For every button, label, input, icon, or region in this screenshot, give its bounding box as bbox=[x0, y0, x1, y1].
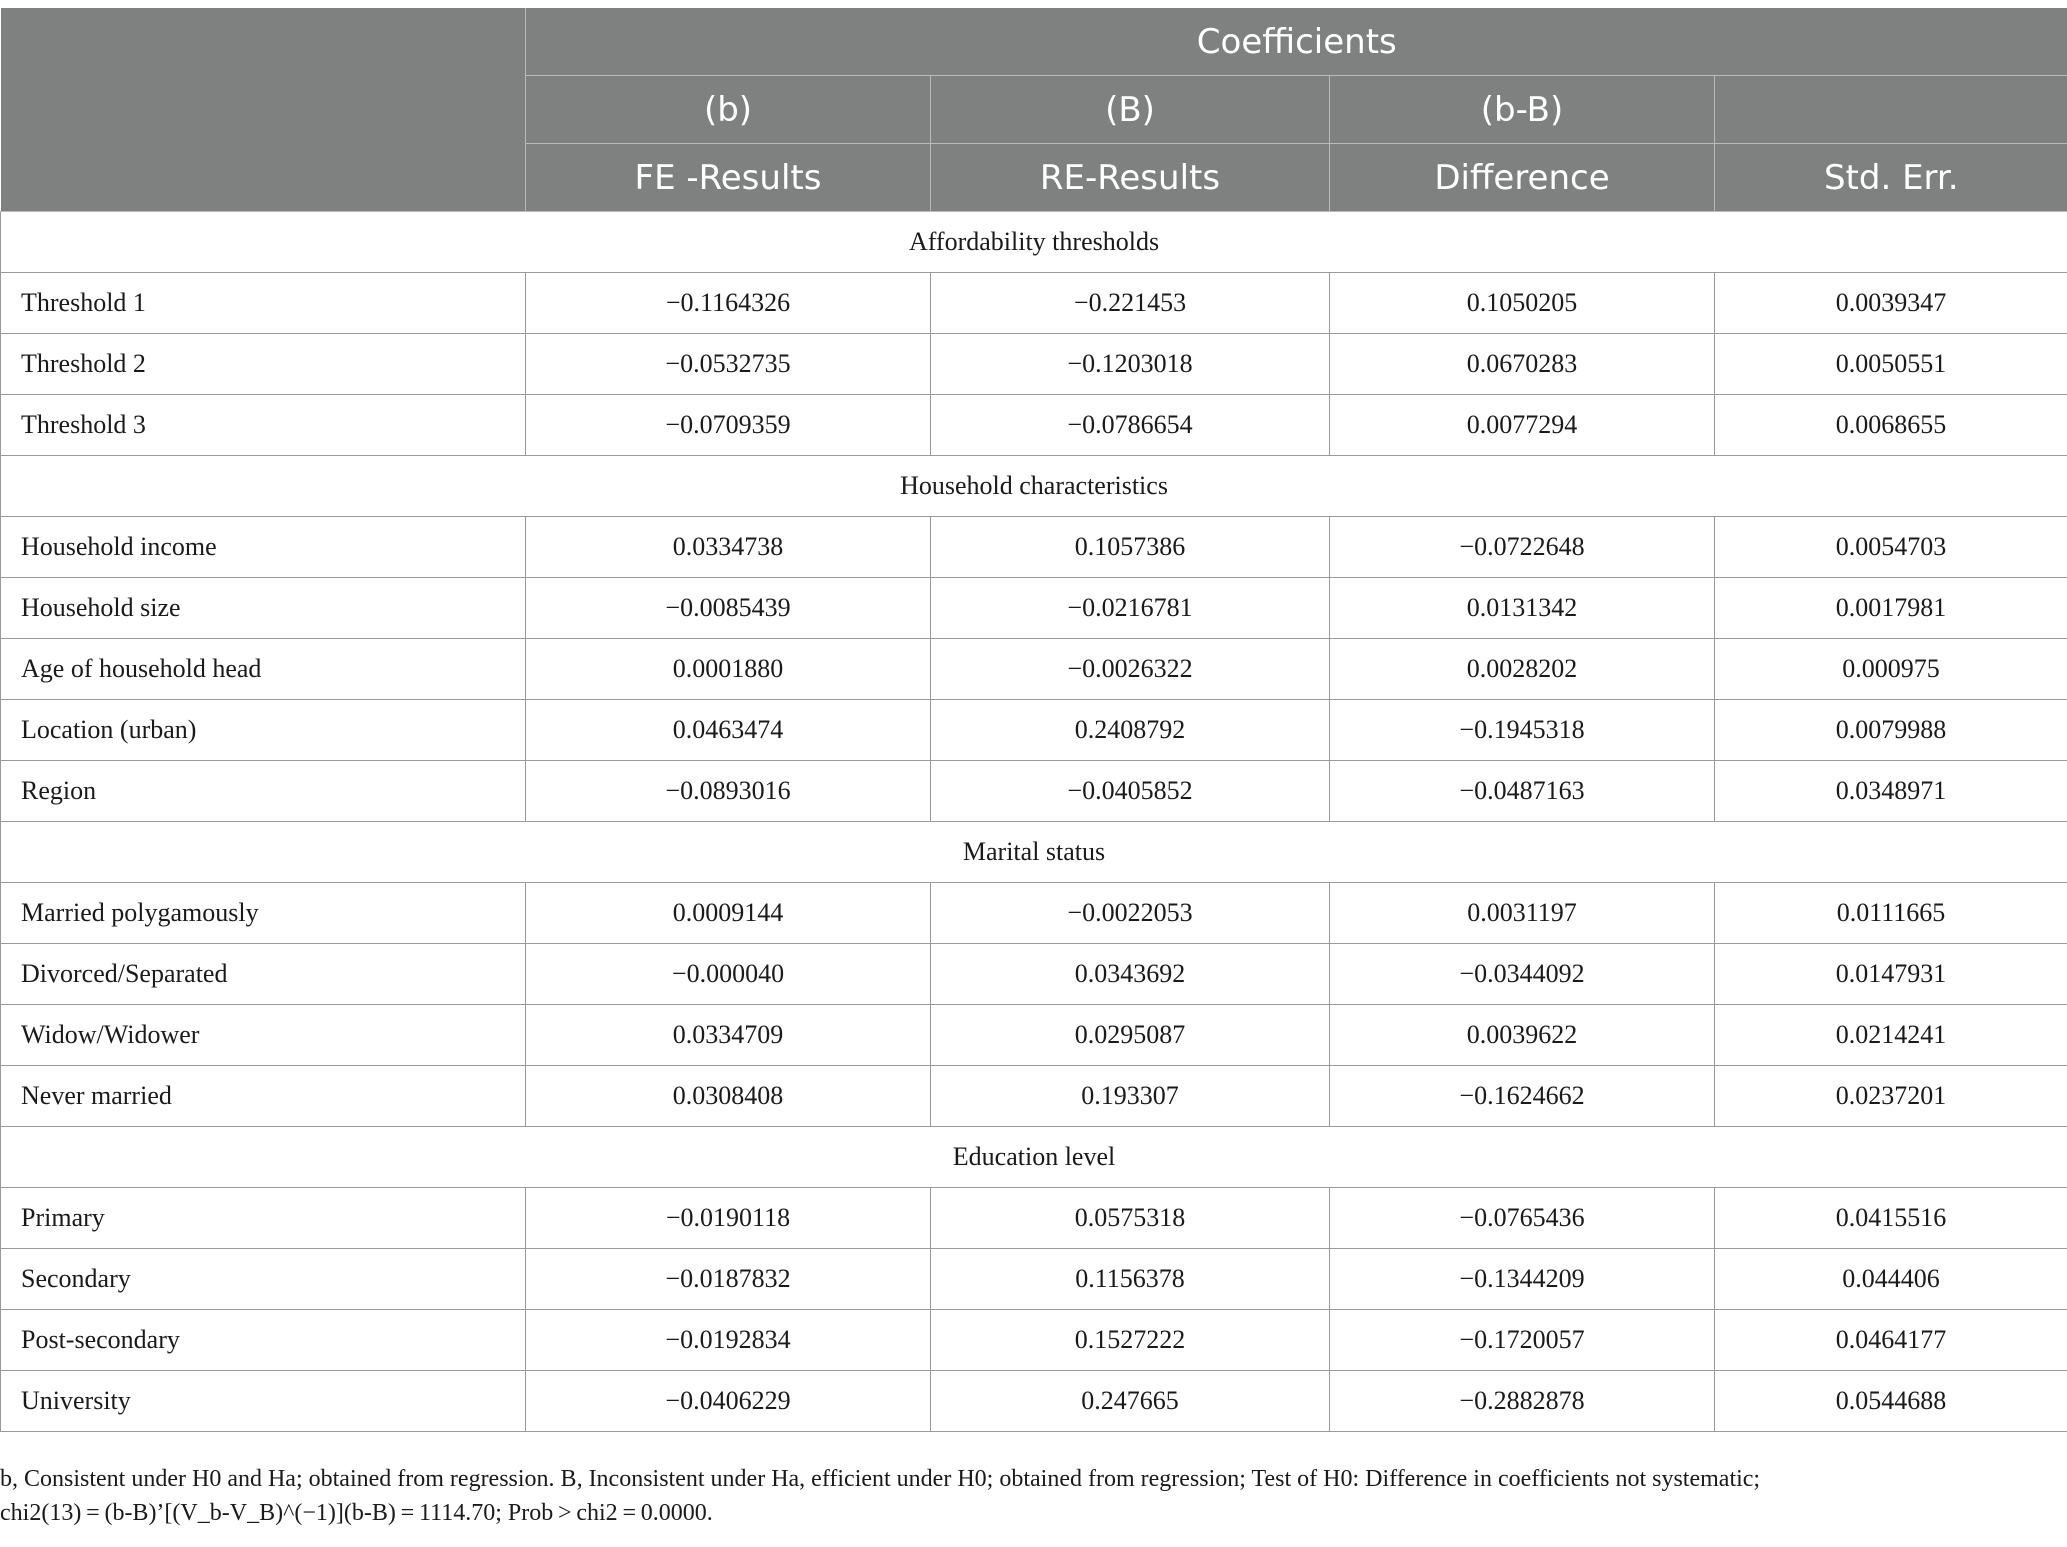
cell-diff: −0.1720057 bbox=[1330, 1310, 1715, 1371]
cell-se: 0.0214241 bbox=[1715, 1005, 2067, 1066]
cell-fe: 0.0463474 bbox=[526, 700, 931, 761]
header-symbol-se bbox=[1715, 76, 2067, 144]
cell-se: 0.0017981 bbox=[1715, 578, 2067, 639]
table-row bbox=[1, 944, 2067, 1005]
section-title: Household characteristics bbox=[1, 456, 2067, 517]
header-std-err: Std. Err. bbox=[1715, 144, 2067, 212]
row-label: Household income bbox=[1, 517, 526, 578]
row-label: Never married bbox=[1, 1066, 526, 1127]
header-difference: Difference bbox=[1330, 144, 1715, 212]
cell-se: 0.0237201 bbox=[1715, 1066, 2067, 1127]
header-symbol-b: (b) bbox=[526, 76, 931, 144]
row-label: Age of household head bbox=[1, 639, 526, 700]
row-label: Secondary bbox=[1, 1249, 526, 1310]
cell-re: 0.0295087 bbox=[931, 1005, 1330, 1066]
cell-re: 0.0343692 bbox=[931, 944, 1330, 1005]
cell-fe: −0.000040 bbox=[526, 944, 931, 1005]
section-row bbox=[1, 212, 2067, 273]
row-label: Household size bbox=[1, 578, 526, 639]
cell-diff: 0.0670283 bbox=[1330, 334, 1715, 395]
cell-fe: −0.0187832 bbox=[526, 1249, 931, 1310]
footnote-line-1: b, Consistent under H0 and Ha; obtained from regression. B, Inconsistent under Ha, efficient under H0; obtained from regression; Test of H0: Difference in coefficients not systematic; bbox=[0, 1466, 1761, 1492]
cell-re: −0.221453 bbox=[931, 273, 1330, 334]
table-header bbox=[1, 8, 2067, 212]
cell-fe: −0.1164326 bbox=[526, 273, 931, 334]
cell-diff: −0.0487163 bbox=[1330, 761, 1715, 822]
table-row bbox=[1, 1005, 2067, 1066]
cell-fe: −0.0085439 bbox=[526, 578, 931, 639]
table-row bbox=[1, 883, 2067, 944]
cell-diff: 0.0131342 bbox=[1330, 578, 1715, 639]
cell-diff: −0.1945318 bbox=[1330, 700, 1715, 761]
table-row bbox=[1, 1188, 2067, 1249]
cell-fe: −0.0532735 bbox=[526, 334, 931, 395]
cell-re: −0.1203018 bbox=[931, 334, 1330, 395]
cell-re: −0.0026322 bbox=[931, 639, 1330, 700]
footnote-line-2: chi2(13) = (b-B)’[(V_b-V_B)^(−1)](b-B) = 1114.70; Prob > chi2 = 0.0000. bbox=[0, 1500, 713, 1526]
table-row bbox=[1, 1249, 2067, 1310]
cell-se: 0.0111665 bbox=[1715, 883, 2067, 944]
cell-se: 0.0464177 bbox=[1715, 1310, 2067, 1371]
header-symbol-diff: (b-B) bbox=[1330, 76, 1715, 144]
cell-fe: 0.0334738 bbox=[526, 517, 931, 578]
row-label: Region bbox=[1, 761, 526, 822]
cell-se: 0.0348971 bbox=[1715, 761, 2067, 822]
cell-se: 0.0068655 bbox=[1715, 395, 2067, 456]
table-row bbox=[1, 517, 2067, 578]
hausman-test-table bbox=[0, 8, 2067, 1432]
cell-se: 0.044406 bbox=[1715, 1249, 2067, 1310]
row-label: Location (urban) bbox=[1, 700, 526, 761]
cell-diff: −0.1624662 bbox=[1330, 1066, 1715, 1127]
row-label: Threshold 3 bbox=[1, 395, 526, 456]
row-label: Married polygamously bbox=[1, 883, 526, 944]
cell-fe: 0.0334709 bbox=[526, 1005, 931, 1066]
table-row bbox=[1, 761, 2067, 822]
table-row bbox=[1, 273, 2067, 334]
header-fe-results: FE -Results bbox=[526, 144, 931, 212]
cell-diff: 0.0039622 bbox=[1330, 1005, 1715, 1066]
section-row bbox=[1, 456, 2067, 517]
cell-fe: 0.0308408 bbox=[526, 1066, 931, 1127]
table-footnote bbox=[0, 1462, 2040, 1530]
section-row bbox=[1, 822, 2067, 883]
section-title: Marital status bbox=[1, 822, 2067, 883]
cell-re: 0.1057386 bbox=[931, 517, 1330, 578]
cell-se: 0.0039347 bbox=[1715, 273, 2067, 334]
cell-diff: 0.1050205 bbox=[1330, 273, 1715, 334]
header-symbol-B: (B) bbox=[931, 76, 1330, 144]
cell-fe: −0.0190118 bbox=[526, 1188, 931, 1249]
cell-diff: 0.0031197 bbox=[1330, 883, 1715, 944]
cell-re: 0.1156378 bbox=[931, 1249, 1330, 1310]
cell-se: 0.000975 bbox=[1715, 639, 2067, 700]
cell-fe: −0.0406229 bbox=[526, 1371, 931, 1432]
row-label: Widow/Widower bbox=[1, 1005, 526, 1066]
row-label: Post-secondary bbox=[1, 1310, 526, 1371]
cell-diff: 0.0028202 bbox=[1330, 639, 1715, 700]
cell-re: −0.0022053 bbox=[931, 883, 1330, 944]
cell-re: −0.0786654 bbox=[931, 395, 1330, 456]
cell-diff: −0.0722648 bbox=[1330, 517, 1715, 578]
cell-se: 0.0079988 bbox=[1715, 700, 2067, 761]
cell-diff: −0.1344209 bbox=[1330, 1249, 1715, 1310]
table-row bbox=[1, 395, 2067, 456]
cell-re: 0.0575318 bbox=[931, 1188, 1330, 1249]
cell-se: 0.0054703 bbox=[1715, 517, 2067, 578]
cell-re: 0.1527222 bbox=[931, 1310, 1330, 1371]
table-row bbox=[1, 1310, 2067, 1371]
cell-re: 0.193307 bbox=[931, 1066, 1330, 1127]
cell-fe: 0.0009144 bbox=[526, 883, 931, 944]
row-label: Primary bbox=[1, 1188, 526, 1249]
row-label: Threshold 2 bbox=[1, 334, 526, 395]
table-row bbox=[1, 639, 2067, 700]
header-corner-cell bbox=[1, 8, 526, 212]
table-row bbox=[1, 1371, 2067, 1432]
cell-diff: −0.0344092 bbox=[1330, 944, 1715, 1005]
row-label: University bbox=[1, 1371, 526, 1432]
cell-fe: −0.0709359 bbox=[526, 395, 931, 456]
cell-re: −0.0405852 bbox=[931, 761, 1330, 822]
cell-re: 0.2408792 bbox=[931, 700, 1330, 761]
cell-re: −0.0216781 bbox=[931, 578, 1330, 639]
results-table-container bbox=[0, 8, 2067, 1432]
cell-se: 0.0415516 bbox=[1715, 1188, 2067, 1249]
section-row bbox=[1, 1127, 2067, 1188]
table-row bbox=[1, 578, 2067, 639]
section-title: Education level bbox=[1, 1127, 2067, 1188]
cell-se: 0.0544688 bbox=[1715, 1371, 2067, 1432]
row-label: Threshold 1 bbox=[1, 273, 526, 334]
cell-fe: −0.0192834 bbox=[526, 1310, 931, 1371]
cell-se: 0.0050551 bbox=[1715, 334, 2067, 395]
table-row bbox=[1, 1066, 2067, 1127]
row-label: Divorced/Separated bbox=[1, 944, 526, 1005]
cell-diff: 0.0077294 bbox=[1330, 395, 1715, 456]
cell-se: 0.0147931 bbox=[1715, 944, 2067, 1005]
cell-fe: 0.0001880 bbox=[526, 639, 931, 700]
header-re-results: RE-Results bbox=[931, 144, 1330, 212]
cell-diff: −0.2882878 bbox=[1330, 1371, 1715, 1432]
cell-re: 0.247665 bbox=[931, 1371, 1330, 1432]
header-coefficients: Coefficients bbox=[526, 8, 2067, 76]
cell-diff: −0.0765436 bbox=[1330, 1188, 1715, 1249]
table-row bbox=[1, 700, 2067, 761]
table-row bbox=[1, 334, 2067, 395]
table-body bbox=[1, 212, 2067, 1432]
cell-fe: −0.0893016 bbox=[526, 761, 931, 822]
section-title: Affordability thresholds bbox=[1, 212, 2067, 273]
